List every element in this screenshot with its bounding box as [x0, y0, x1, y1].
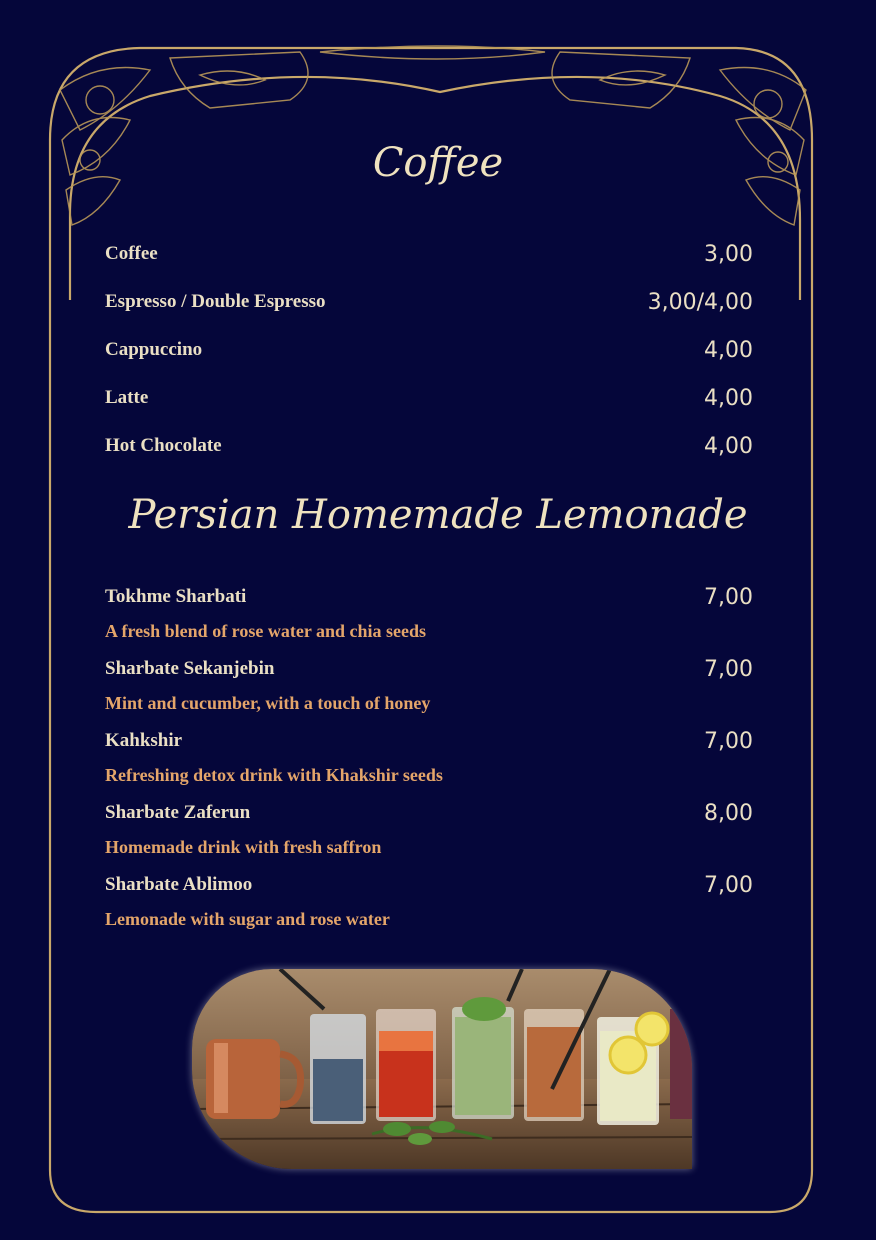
coffee-section-title: Coffee — [372, 140, 504, 186]
item-name: Cappuccino — [105, 339, 203, 360]
item-price: 3,00 — [704, 241, 753, 267]
menu-item — [105, 726, 753, 756]
lemonade-section-title: Persian Homemade Lemonade — [128, 492, 748, 538]
item-description: Lemonade with sugar and rose water — [105, 909, 390, 929]
menu-item — [105, 239, 753, 269]
item-name: Sharbate Sekanjebin — [105, 658, 275, 679]
item-price: 7,00 — [704, 728, 753, 754]
drinks-illustration — [192, 969, 692, 1169]
item-price: 7,00 — [704, 584, 753, 610]
menu-item — [105, 431, 753, 461]
item-name: Sharbate Zaferun — [105, 802, 251, 823]
item-name: Sharbate Ablimoo — [105, 874, 253, 895]
menu-item — [105, 798, 753, 828]
item-name: Hot Chocolate — [105, 435, 222, 456]
item-name: Tokhme Sharbati — [105, 586, 247, 607]
item-price: 7,00 — [704, 872, 753, 898]
menu-item — [105, 383, 753, 413]
menu-item — [105, 870, 753, 900]
item-price: 8,00 — [704, 800, 753, 826]
item-price: 4,00 — [704, 385, 753, 411]
item-description: Refreshing detox drink with Khakshir seeds — [105, 765, 443, 785]
item-price: 3,00/4,00 — [647, 289, 753, 315]
item-price: 7,00 — [704, 656, 753, 682]
menu-item — [105, 654, 753, 684]
menu-item — [105, 582, 753, 612]
item-name: Kahkshir — [105, 730, 183, 751]
item-description: Homemade drink with fresh saffron — [105, 837, 382, 857]
drinks-photo — [192, 969, 692, 1169]
menu-item — [105, 287, 753, 317]
item-description: A fresh blend of rose water and chia seeds — [105, 621, 427, 641]
item-price: 4,00 — [704, 433, 753, 459]
item-name: Latte — [105, 387, 149, 408]
item-name: Coffee — [105, 243, 158, 264]
item-description: Mint and cucumber, with a touch of honey — [105, 693, 431, 713]
menu-item — [105, 335, 753, 365]
item-name: Espresso / Double Espresso — [105, 291, 326, 312]
item-price: 4,00 — [704, 337, 753, 363]
